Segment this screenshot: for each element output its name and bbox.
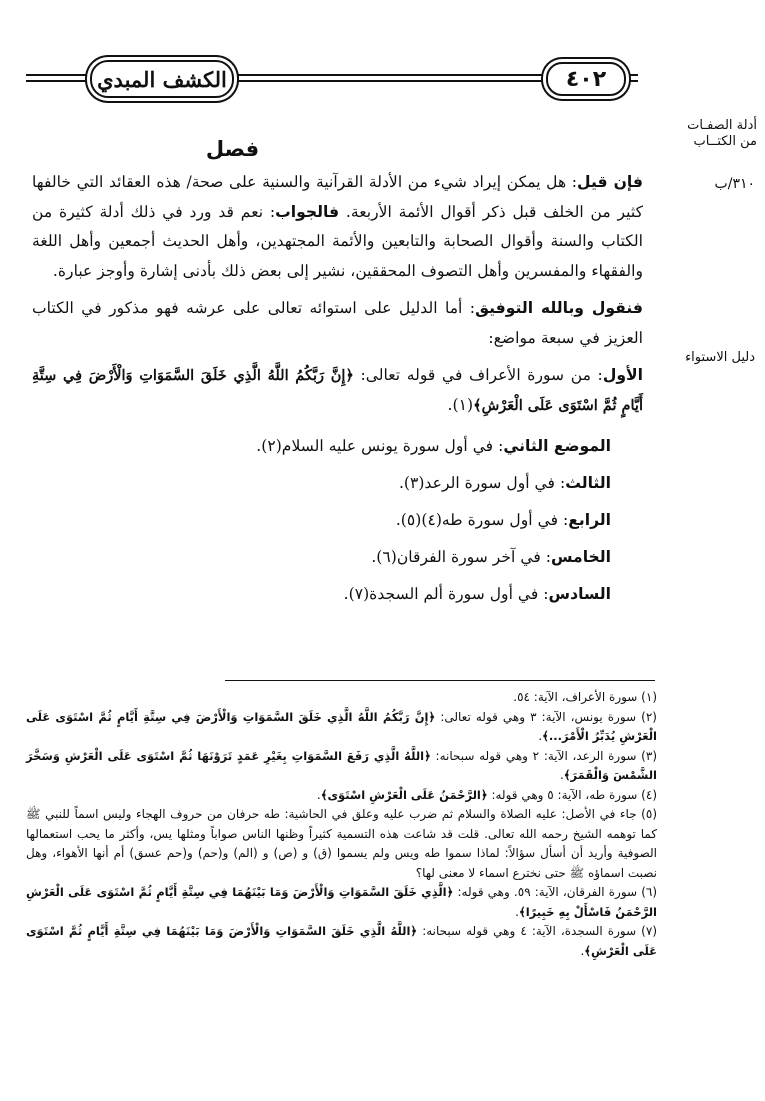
footnote-separator [225, 680, 655, 681]
paragraph-text: : نعم قد ورد في ذلك أدلة كثيرة من الكتاب والسنة وأقوال الصحابة والتابعين والأئمة المجتهدين، وأهل الحديث أجمعين وأهل اللغة والفقهاء والمفسرين وأهل التصوف المحققين، نشير إلى بعض ذلك بأدنى إشارة وأوجز عبارة. [32, 202, 643, 280]
paragraph-text: : من سورة الأعراف في قوله تعالى: [360, 366, 603, 384]
paragraph-text: : أما الدليل على استوائه تعالى على عرشه فهو مذكور في الكتاب العزيز في سبعة مواضع: [32, 299, 643, 347]
places-list [32, 428, 611, 613]
quran-verse: ﴿إِنَّ رَبَّكُمُ اللَّهُ الَّذِي خَلَقَ السَّمَوَاتِ وَالْأَرْضَ فِي سِتَّةِ أَيَّامٍ ثُمَّ اسْتَوَى عَلَى الْعَرْشِ﴾ [32, 367, 643, 414]
quran-verse: ﴿الرَّحْمَنُ عَلَى الْعَرْشِ اسْتَوَى﴾ [320, 787, 488, 802]
paragraph-answer [32, 294, 643, 353]
list-item [32, 428, 611, 465]
footnote-text: (٢) سورة يونس، الآية: ٣ وهي قوله تعالى: [440, 709, 657, 724]
margin-topic-line: من الكتــاب [693, 134, 757, 149]
keyword: السادس [548, 585, 611, 603]
footnote-text: (٤) سورة طه، الآية: ٥ وهي قوله: [491, 787, 657, 802]
footnote-text: (٣) سورة الرعد، الآية: ٢ وهي قوله سبحانه: [435, 748, 657, 763]
paragraph-first-place [32, 361, 643, 420]
footnote [26, 786, 657, 806]
page-header [26, 60, 638, 96]
manuscript-folio-ref: ٣١٠/ب [714, 176, 755, 192]
footnote-text: (٦) سورة الفرقان، الآية: ٥٩. وهي قوله: [457, 885, 658, 899]
margin-topic-line: أدلة الصفـات [687, 118, 757, 133]
item-text: : في أول سورة طه(٤)(٥). [395, 511, 569, 529]
keyword: فإن قيل [577, 173, 643, 191]
keyword: الموضع الثاني [503, 437, 611, 455]
footnote [26, 708, 657, 747]
item-text: : في أول سورة ألم السجدة(٧). [343, 585, 549, 603]
footnote-text: . [559, 768, 564, 782]
footnotes [26, 688, 657, 961]
item-text: : في آخر سورة الفرقان(٦). [371, 548, 551, 566]
keyword: الخامس [551, 548, 611, 566]
quran-verse: ﴿إِنَّ رَبَّكُمُ اللَّهُ الَّذِي خَلَقَ السَّمَوَاتِ وَالْأَرْضَ فِي سِتَّةِ أَيَّامٍ ثُمَّ اسْتَوَى عَلَى الْعَرْشِ يُدَبِّرُ الْأَمْرَ...﴾ [26, 709, 657, 743]
margin-note-istiwa: دليل الاستواء [685, 350, 755, 365]
keyword: فنقول وبالله التوفيق [475, 299, 643, 317]
quran-verse: ﴿الَّذِي خَلَقَ السَّمَوَاتِ وَالْأَرْضَ وَمَا بَيْنَهُمَا فِي سِتَّةِ أَيَّامٍ ثُمَّ اسْتَوَى عَلَى الْعَرْشِ الرَّحْمَنُ فَاسْأَلْ بِهِ خَبِيرًا﴾ [26, 885, 657, 919]
keyword: فالجواب [275, 202, 340, 221]
footnote-marker: (١). [447, 395, 474, 414]
footnote: (١) سورة الأعراف، الآية: ٥٤. [513, 690, 657, 704]
list-item [32, 502, 611, 539]
quran-verse: ﴿اللَّهُ الَّذِي خَلَقَ السَّمَوَاتِ وَالْأَرْضَ وَمَا بَيْنَهُمَا فِي سِتَّةِ أَيَّامٍ ثُمَّ اسْتَوَى عَلَى الْعَرْشِ﴾ [26, 924, 657, 958]
footnote-text: . [515, 904, 519, 919]
keyword: الرابع [568, 511, 611, 529]
footnote [26, 747, 657, 786]
footnote-text: . [316, 787, 321, 802]
main-text [32, 130, 643, 613]
list-item [32, 576, 611, 613]
footnote-text: . [580, 943, 585, 958]
section-title: فصل [205, 137, 260, 161]
margin-note-topic [649, 118, 757, 150]
quran-verse: ﴿اللَّهُ الَّذِي رَفَعَ السَّمَوَاتِ بِغَيْرِ عَمَدٍ تَرَوْنَهَا ثُمَّ اسْتَوَى عَلَى الْعَرْشِ وَسَخَّرَ الشَّمْسَ وَالْقَمَرَ﴾ [26, 748, 657, 782]
footnote [26, 922, 657, 961]
footnote: (٥) جاء في الأصل: عليه الصلاة والسلام ثم ضرب عليه وعلق في الحاشية: طه حرفان من حروف الهجاء وليس اسماً للنبي ﷺ كما توهمه الشيخ رحمه الله تعالى. قلت قد شاعت هذه التسمية كثيراً وظنها الناس صواباً ومثلها يس، وأكثر ما يحب استعمالها الصوفية وأريد أن أسأل سؤالاً: لماذا سموا طه ويس ولم يسموا (ق) و (ص) و (الم) و(حم) و(حم عسق) أم أنها الأهواء، وهل نصبت اسماؤه ﷺ حتى نخترع اسماء لا معنى لها؟ [26, 807, 657, 880]
list-item [32, 539, 611, 576]
footnote-text: (٧) سورة السجدة، الآية: ٤ وهي قوله سبحانه: [422, 924, 657, 938]
page-number: ٤٠٢ [546, 62, 626, 96]
keyword: الأول [602, 366, 643, 384]
list-item [32, 465, 611, 502]
paragraph-text: : هل يمكن إيراد شيء من الأدلة القرآنية والسنية على صحة/ هذه العقائد التي خالفها كثير من الخلف قبل ذكر أقوال الأئمة الأربعة. [32, 173, 643, 221]
footnote [26, 883, 657, 922]
item-text: : في أول سورة يونس عليه السلام(٢). [256, 437, 504, 455]
book-title: الكشف المبدي [90, 60, 234, 98]
keyword: الثالث [565, 474, 611, 492]
footnote-text: . [538, 729, 543, 743]
paragraph-question [32, 168, 643, 286]
item-text: : في أول سورة الرعد(٣). [398, 474, 566, 492]
